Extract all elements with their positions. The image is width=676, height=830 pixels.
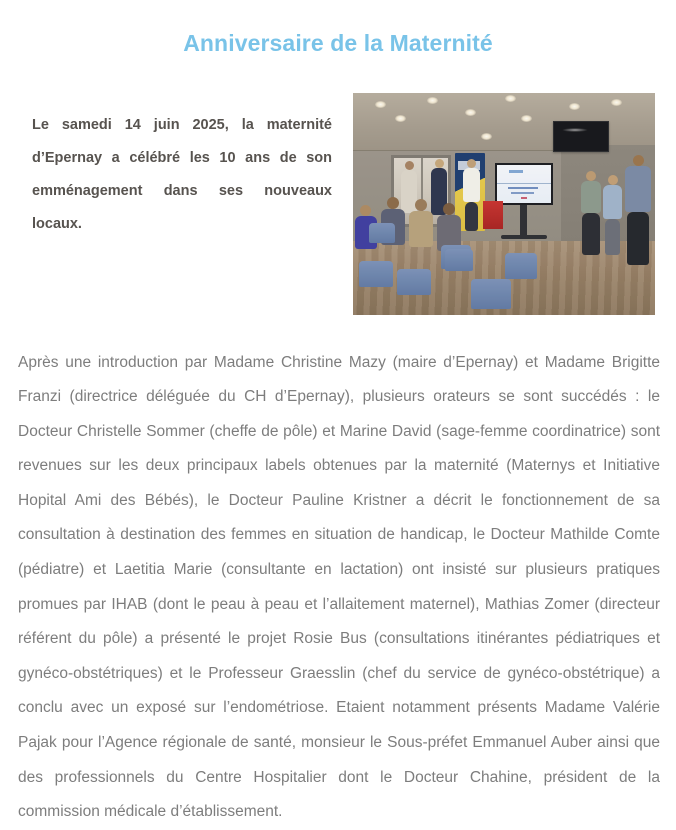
page-title: Anniversaire de la Maternité xyxy=(183,30,493,56)
intro-section xyxy=(0,88,676,320)
person-body xyxy=(603,185,622,219)
person-legs xyxy=(582,213,600,255)
ceiling-light-icon xyxy=(395,115,406,122)
chair xyxy=(397,269,431,295)
red-cabinet xyxy=(483,201,503,229)
event-photo-illustration xyxy=(353,93,655,315)
presentation-screen xyxy=(495,163,553,205)
ceiling-light-icon xyxy=(505,95,516,102)
person-head xyxy=(608,175,618,185)
person-head xyxy=(387,197,399,209)
person-speaking xyxy=(463,159,480,231)
event-photo xyxy=(353,93,655,315)
ceiling-light-icon xyxy=(427,97,438,104)
person-head xyxy=(443,203,455,215)
person-legs xyxy=(465,202,478,231)
person-legs xyxy=(627,212,649,265)
screen-stand xyxy=(520,205,527,237)
ceiling-light-icon xyxy=(481,133,492,140)
person-seated xyxy=(437,203,461,251)
slide-logo xyxy=(521,197,527,199)
slide-line xyxy=(511,192,534,194)
slide-line xyxy=(508,187,538,189)
ceiling-light-icon xyxy=(521,115,532,122)
person-head xyxy=(435,159,444,168)
person-legs xyxy=(605,219,620,255)
chair xyxy=(359,261,393,287)
person-head xyxy=(415,199,427,211)
ceiling-light-icon xyxy=(611,99,622,106)
person-head xyxy=(586,171,596,181)
person-seated xyxy=(409,199,433,247)
person-body xyxy=(463,168,480,202)
chair xyxy=(445,249,473,271)
person-head xyxy=(633,155,644,166)
person-body xyxy=(581,181,601,213)
article-body: Après une introduction par Madame Christine Mazy (maire d’Epernay) et Madame Brigitte Franzi (directrice déléguée du CH d’Epernay), plusieurs orateurs se sont succédés : le Docteur Christelle Sommer (cheffe de pôle) et Marine David (sage-femme coordinatrice) sont revenues sur les deux principaux labels obtenues par la maternité (Maternys et Initiative Hopital Ami des Bébés), le Docteur Pauline Kristner a décrit le fonctionnement de sa consultation à destination des femmes en situation de handicap, le Docteur Mathilde Comte (pédiatre) et Laetitia Marie (consultante en lactation) ont insisté sur plusieurs pratiques promues par IHAB (dont le peau à peau et l’allaitement maternel), Mathias Zomer (directeur référent du pôle) a présenté le projet Rosie Bus (consultations itinérantes pédiatriques et gynéco-obstétriques) et le Professeur Graesslin (chef du service de gynéco-obstétrique) a conclu avec un exposé sur l’endométriose. Etaient notamment présents Madame Valérie Pajak pour l’Agence régionale de santé, monsieur le Sous-préfet Emmanuel Auber ainsi que des professionnels du Centre Hospitalier dont le Docteur Chahine, président de la commission médicale d’établissement. xyxy=(18,353,660,821)
intro-paragraph: Le samedi 14 juin 2025, la maternité d’Epernay a célébré les 10 ans de son emménagement dans ses nouveaux locaux. xyxy=(32,116,332,232)
person-head xyxy=(467,159,476,168)
ceiling-light-icon xyxy=(569,103,580,110)
person-head xyxy=(405,161,414,170)
person-standing xyxy=(603,175,622,255)
person-standing xyxy=(581,171,601,255)
chair xyxy=(369,223,395,243)
person-head xyxy=(360,205,371,216)
ceiling-light-icon xyxy=(375,101,386,108)
screen-stand-base xyxy=(501,235,547,239)
person-body xyxy=(625,166,651,212)
chair xyxy=(505,253,537,279)
ceiling-light-icon xyxy=(465,109,476,116)
person-body xyxy=(409,211,433,247)
chair xyxy=(471,279,511,309)
person-standing xyxy=(625,155,651,265)
wall-tv-icon xyxy=(553,121,609,152)
presentation-screen-content xyxy=(497,165,551,203)
